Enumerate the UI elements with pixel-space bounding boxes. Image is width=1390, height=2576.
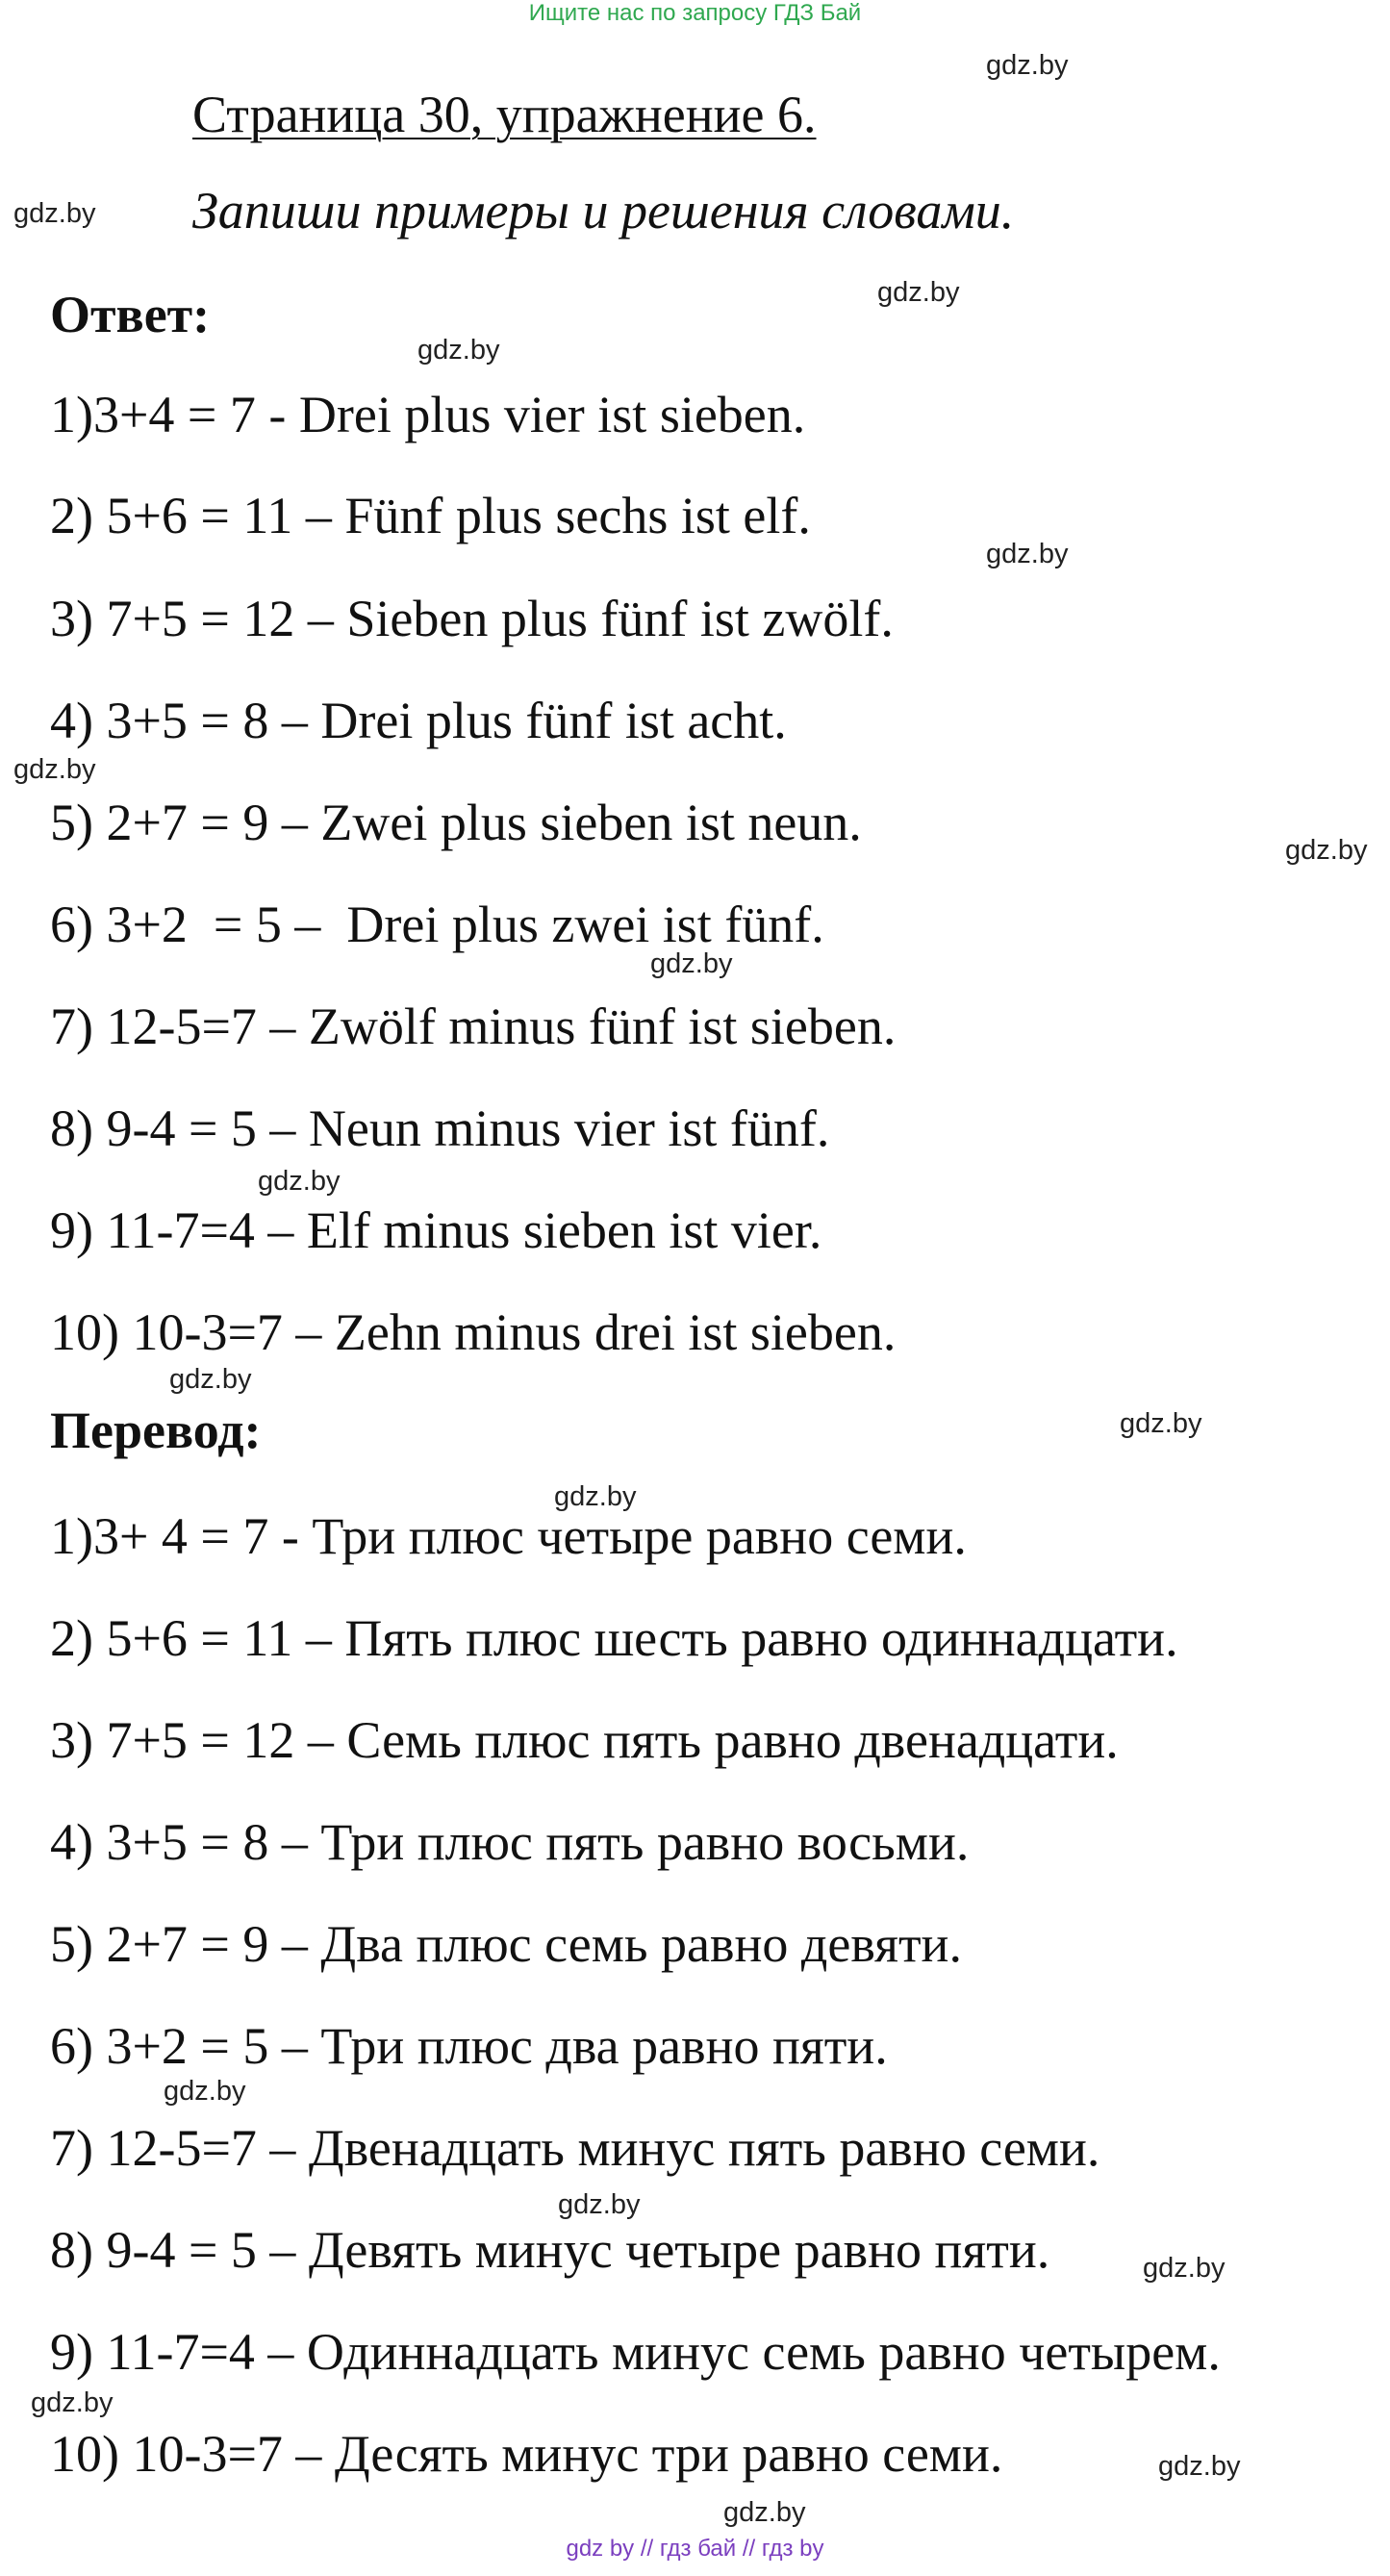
answer-line: 2) 5+6 = 11 – Fünf plus sechs ist elf. — [50, 487, 811, 544]
watermark: gdz.by — [723, 2497, 806, 2528]
task-text: Запиши примеры и решения словами. — [192, 182, 1015, 240]
watermark: gdz.by — [986, 539, 1069, 569]
watermark: gdz.by — [258, 1166, 341, 1197]
watermark: gdz.by — [164, 2076, 246, 2107]
translation-line: 1)3+ 4 = 7 - Три плюс четыре равно семи. — [50, 1507, 967, 1565]
answer-line: 4) 3+5 = 8 – Drei plus fünf ist acht. — [50, 692, 787, 749]
translation-heading: Перевод: — [50, 1402, 262, 1459]
translation-line: 5) 2+7 = 9 – Два плюс семь равно девяти. — [50, 1915, 962, 1973]
answer-line: 10) 10-3=7 – Zehn minus drei ist sieben. — [50, 1303, 897, 1361]
search-hint-link[interactable]: Ищите нас по запросу ГДЗ Бай — [528, 0, 862, 26]
translation-line: 4) 3+5 = 8 – Три плюс пять равно восьми. — [50, 1813, 970, 1871]
watermark: gdz.by — [554, 1481, 637, 1512]
answer-line: 8) 9-4 = 5 – Neun minus vier ist fünf. — [50, 1099, 830, 1157]
answer-line: 5) 2+7 = 9 – Zwei plus sieben ist neun. — [50, 794, 862, 851]
translation-line: 7) 12-5=7 – Двенадцать минус пять равно семи. — [50, 2119, 1100, 2177]
watermark: gdz.by — [1285, 835, 1368, 866]
translation-line: 6) 3+2 = 5 – Три плюс два равно пяти. — [50, 2017, 888, 2075]
translation-line: 9) 11-7=4 – Одиннадцать минус семь равно четырем. — [50, 2323, 1221, 2381]
translation-line: 2) 5+6 = 11 – Пять плюс шесть равно одиннадцати. — [50, 1609, 1178, 1667]
watermark: gdz.by — [1143, 2253, 1226, 2284]
translation-line: 10) 10-3=7 – Десять минус три равно семи. — [50, 2425, 1003, 2483]
watermark: gdz.by — [31, 2387, 114, 2418]
watermark: gdz.by — [169, 1364, 252, 1395]
answer-line: 3) 7+5 = 12 – Sieben plus fünf ist zwölf. — [50, 590, 894, 647]
answer-line: 7) 12-5=7 – Zwölf minus fünf ist sieben. — [50, 998, 897, 1055]
footer-links[interactable]: gdz by // гдз бай // гдз by — [566, 2536, 824, 2562]
watermark: gdz.by — [1120, 1408, 1202, 1439]
watermark: gdz.by — [417, 335, 500, 366]
translation-line: 3) 7+5 = 12 – Семь плюс пять равно двенадцати. — [50, 1711, 1119, 1769]
watermark: gdz.by — [986, 50, 1069, 81]
watermark: gdz.by — [558, 2189, 641, 2220]
answer-line: 6) 3+2 = 5 – Drei plus zwei ist fünf. — [50, 896, 824, 953]
watermark: gdz.by — [1158, 2451, 1241, 2482]
page-title: Страница 30, упражнение 6. — [192, 86, 817, 143]
answer-line: 1)3+4 = 7 - Drei plus vier ist sieben. — [50, 386, 806, 443]
watermark: gdz.by — [13, 198, 96, 229]
watermark: gdz.by — [877, 277, 960, 308]
watermark: gdz.by — [13, 754, 96, 785]
answer-heading: Ответ: — [50, 286, 211, 343]
watermark: gdz.by — [650, 948, 733, 979]
answer-line: 9) 11-7=4 – Elf minus sieben ist vier. — [50, 1201, 822, 1259]
translation-line: 8) 9-4 = 5 – Девять минус четыре равно пяти. — [50, 2221, 1050, 2279]
